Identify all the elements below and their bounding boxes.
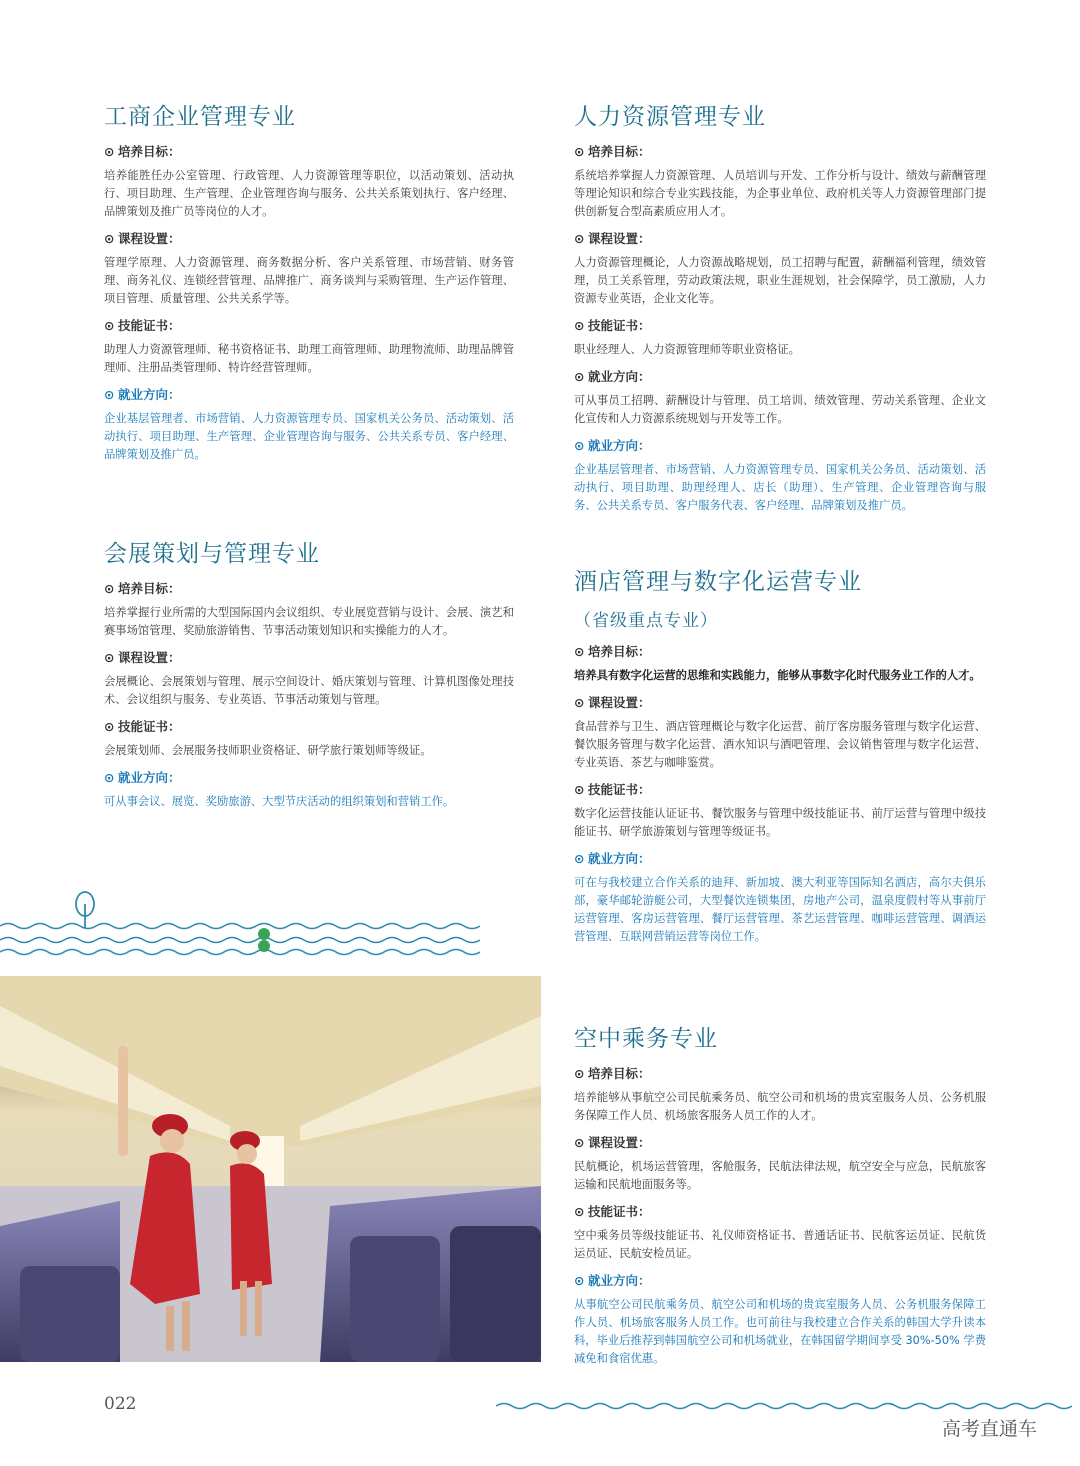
section-heading: ⊙ 就业方向：	[104, 387, 181, 402]
major-title: 工商企业管理专业	[104, 104, 296, 130]
section-body: 培养能胜任办公室管理、行政管理、人力资源管理等职位，以活动策划、活动执行、项目助理、生产管理、企业管理咨询与服务、公共关系策划执行、客户经理、品牌策划及推广员等岗位的人才。	[104, 169, 514, 218]
section-body: 食品营养与卫生、酒店管理概论与数字化运营、前厅客房服务管理与数字化运营、餐饮服务管理与数字化运营、酒水知识与酒吧管理、会议销售管理与数字化运营、专业英语、茶艺与咖啡鉴赏。	[574, 720, 986, 769]
section-heading: ⊙ 就业方向：	[574, 369, 651, 384]
circle-dot-icon: ⊙	[574, 144, 585, 159]
circle-dot-icon: ⊙	[104, 231, 115, 246]
section-body: 会展策划师、会展服务技师职业资格证、研学旅行策划师等级证。	[104, 744, 432, 757]
major-exhibition-planning	[104, 535, 514, 820]
section-heading: ⊙ 就业方向：	[104, 770, 181, 785]
major-flight-attendant	[574, 1020, 986, 1377]
circle-dot-icon: ⊙	[574, 644, 585, 659]
section-heading: ⊙ 培养目标：	[104, 581, 181, 596]
section-heading: ⊙ 培养目标：	[104, 144, 181, 159]
section-heading: ⊙ 课程设置：	[104, 231, 181, 246]
circle-dot-icon: ⊙	[104, 387, 115, 402]
section-body: 职业经理人、人力资源管理师等职业资格证。	[574, 343, 800, 356]
section-body: 空中乘务员等级技能证书、礼仪师资格证书、普通话证书、民航客运员证、民航货运员证、民航安检员证。	[574, 1229, 986, 1260]
circle-dot-icon: ⊙	[574, 1273, 585, 1288]
major-title: 酒店管理与数字化运营专业	[574, 569, 862, 595]
major-title: 会展策划与管理专业	[104, 541, 320, 567]
section-body: 培养能够从事航空公司民航乘务员、航空公司和机场的贵宾室服务人员、公务机服务保障工作人员、机场旅客服务人员工作的人才。	[574, 1091, 986, 1122]
section-body: 可从事会议、展览、奖励旅游、大型节庆活动的组织策划和营销工作。	[104, 795, 455, 808]
circle-dot-icon: ⊙	[574, 1135, 585, 1150]
section-body: 从事航空公司民航乘务员、航空公司和机场的贵宾室服务人员、公务机服务保障工作人员、机场旅客服务人员工作。也可前往与我校建立合作关系的韩国大学升读本科，毕业后推荐到韩国航空公司和机场就业，在韩国留学期间享受 30%-50% 学费减免和食宿优惠。	[574, 1298, 986, 1365]
section-heading: ⊙ 就业方向：	[574, 851, 651, 866]
circle-dot-icon: ⊙	[574, 318, 585, 333]
section-heading: ⊙ 技能证书：	[574, 782, 651, 797]
major-human-resources	[574, 98, 986, 524]
circle-dot-icon: ⊙	[574, 695, 585, 710]
section-body: 系统培养掌握人力资源管理、人员培训与开发、工作分析与设计、绩效与薪酬管理等理论知识和综合专业实践技能，为企事业单位、政府机关等人力资源管理部门提供创新复合型高素质应用人才。	[574, 169, 986, 218]
section-heading: ⊙ 培养目标：	[574, 644, 651, 659]
major-hotel-management	[574, 563, 986, 955]
section-body: 可在与我校建立合作关系的迪拜、新加坡、澳大利亚等国际知名酒店，高尔夫俱乐部，豪华邮轮游艇公司，大型餐饮连锁集团，房地产公司，温泉度假村等从事前厅运营管理、客房运营管理、餐厅运营管理、茶艺运营管理、咖啡运营管理、调酒运营管理、互联网营销运营等岗位工作。	[574, 876, 986, 943]
circle-dot-icon: ⊙	[104, 650, 115, 665]
circle-dot-icon: ⊙	[574, 369, 585, 384]
section-body: 可从事员工招聘、薪酬设计与管理、员工培训、绩效管理、劳动关系管理、企业文化宣传和人力资源系统规划与开发等工作。	[574, 394, 986, 425]
circle-dot-icon: ⊙	[104, 318, 115, 333]
section-heading: ⊙ 培养目标：	[574, 144, 651, 159]
section-body: 助理人力资源管理师、秘书资格证书、助理工商管理师、助理物流师、助理品牌管理师、注册品类管理师、特许经营管理师。	[104, 343, 514, 374]
section-heading: ⊙ 技能证书：	[574, 318, 651, 333]
major-subtitle: （省级重点专业）	[574, 611, 718, 631]
section-body: 培养具有数字化运营的思维和实践能力，能够从事数字化时代服务业工作的人才。	[574, 669, 981, 682]
section-heading: ⊙ 课程设置：	[104, 650, 181, 665]
section-body: 管理学原理、人力资源管理、商务数据分析、客户关系管理、市场营销、财务管理、商务礼仪、连锁经营管理、品牌推广、商务谈判与采购管理、生产运作管理、项目管理、质量管理、公共关系学等。	[104, 256, 514, 305]
section-heading: ⊙ 课程设置：	[574, 231, 651, 246]
section-body: 培养掌握行业所需的大型国际国内会议组织、专业展览营销与设计、会展、演艺和赛事场馆管理、奖励旅游销售、节事活动策划知识和实操能力的人才。	[104, 606, 514, 637]
circle-dot-icon: ⊙	[574, 851, 585, 866]
section-body: 企业基层管理者、市场营销、人力资源管理专员、国家机关公务员、活动策划、活动执行、项目助理、助理经理人、店长（助理）、生产管理、企业管理咨询与服务、公共关系专员、客户服务代表、客户经理、品牌策划及推广员。	[574, 463, 986, 512]
major-title: 空中乘务专业	[574, 1026, 718, 1052]
section-heading: ⊙ 就业方向：	[574, 438, 651, 453]
circle-dot-icon: ⊙	[104, 144, 115, 159]
section-body: 民航概论，机场运营管理，客舱服务，民航法律法规，航空安全与应急，民航旅客运输和民航地面服务等。	[574, 1160, 986, 1191]
page-number: 022	[104, 1394, 137, 1414]
circle-dot-icon: ⊙	[104, 719, 115, 734]
section-body: 企业基层管理者、市场营销、人力资源管理专员、国家机关公务员、活动策划、活动执行、项目助理、生产管理、企业管理咨询与服务、公共关系专员、客户经理、品牌策划及推广员。	[104, 412, 514, 461]
major-business-management	[104, 98, 514, 473]
circle-dot-icon: ⊙	[574, 1066, 585, 1081]
circle-dot-icon: ⊙	[104, 770, 115, 785]
cabin-photo	[0, 976, 541, 1362]
tree-icon	[72, 888, 102, 936]
wave-decoration	[496, 1396, 1080, 1416]
major-title: 人力资源管理专业	[574, 104, 766, 130]
section-heading: ⊙ 就业方向：	[574, 1273, 651, 1288]
circle-dot-icon: ⊙	[574, 782, 585, 797]
section-heading: ⊙ 培养目标：	[574, 1066, 651, 1081]
section-body: 数字化运营技能认证证书、餐饮服务与管理中级技能证书、前厅运营与管理中级技能证书、研学旅游策划与管理等级证书。	[574, 807, 986, 838]
watermark: 高考直通车	[942, 1418, 1038, 1440]
circle-dot-icon: ⊙	[574, 1204, 585, 1219]
section-body: 会展概论、会展策划与管理、展示空间设计、婚庆策划与管理、计算机图像处理技术、会议组织与服务、专业英语、节事活动策划与管理。	[104, 675, 514, 706]
section-heading: ⊙ 课程设置：	[574, 1135, 651, 1150]
circle-dot-icon: ⊙	[574, 438, 585, 453]
tree-icon	[254, 926, 274, 954]
section-heading: ⊙ 课程设置：	[574, 695, 651, 710]
circle-dot-icon: ⊙	[104, 581, 115, 596]
circle-dot-icon: ⊙	[574, 231, 585, 246]
section-heading: ⊙ 技能证书：	[104, 719, 181, 734]
section-heading: ⊙ 技能证书：	[104, 318, 181, 333]
section-heading: ⊙ 技能证书：	[574, 1204, 651, 1219]
section-body: 人力资源管理概论，人力资源战略规划，员工招聘与配置，薪酬福利管理，绩效管理，员工关系管理，劳动政策法规，职业生涯规划，社会保障学，员工激励，人力资源专业英语，企业文化等。	[574, 256, 986, 305]
